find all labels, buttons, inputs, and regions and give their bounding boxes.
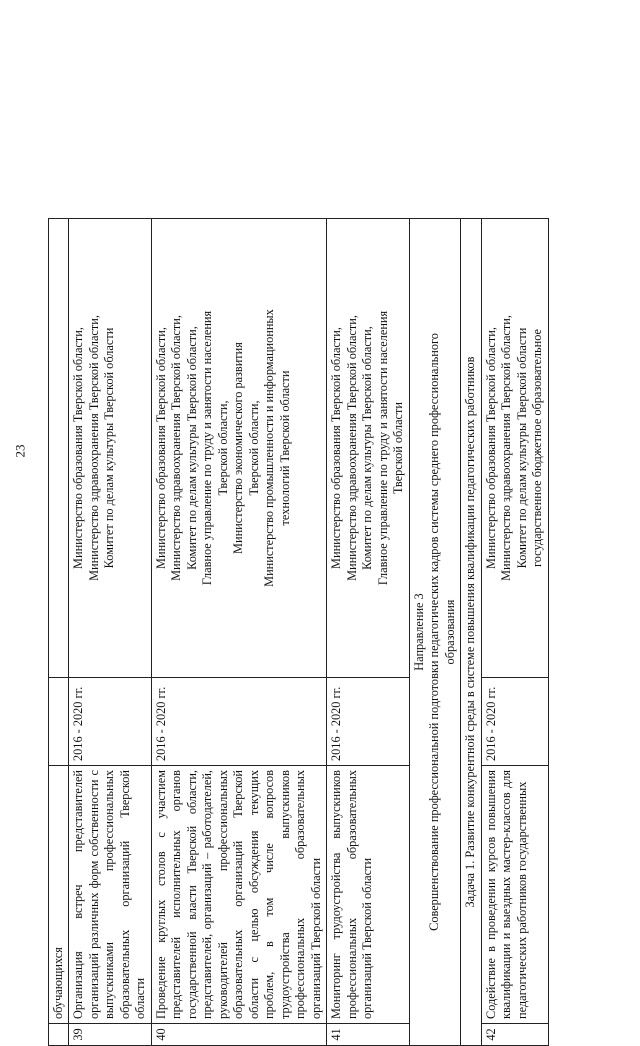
executor-line: государственное бюджетное образовательное bbox=[530, 328, 545, 568]
row-number bbox=[49, 1024, 69, 1046]
task-heading: Задача 1. Развитие конкурентной среды в системе повышения квалификации педагогических работников bbox=[461, 219, 481, 1046]
executor-cell bbox=[481, 219, 548, 678]
term-cell: 2016 - 2020 гг. bbox=[151, 678, 326, 766]
executor-line: Комитет по делам культуры Тверской области, bbox=[184, 326, 199, 570]
event-cell: обучающихся bbox=[49, 766, 69, 1024]
event-cell: Проведение круглых столов с участием представителей исполнительных органов государственной власти Тверской области, представителей, организаций – работодателей, руководителей профессиональных образовательных организаций Тверской области с целью обсуждения текущих проблем, в том числе вопросов трудоустройства выпускников профессиональных образовательных организаций Тверской области bbox=[151, 766, 326, 1024]
executor-line: Министерство экономического развития bbox=[231, 342, 246, 554]
direction-text: Совершенствование профессиональной подготовки педагогических кадров системы среднего профессионального bbox=[427, 333, 442, 931]
table-row bbox=[49, 219, 69, 1046]
term-cell: 2016 - 2020 гг. bbox=[481, 678, 548, 766]
executor-line: Министерство образования Тверской области, bbox=[329, 327, 344, 569]
event-cell: Содействие в проведении курсов повышения квалификации и выездных мастер-классов для педагогических работников государственных bbox=[481, 766, 548, 1024]
executor-line: Министерство образования Тверской области, bbox=[71, 327, 86, 569]
executor-cell bbox=[69, 219, 151, 678]
executor-line: Комитет по делам культуры Тверской области bbox=[102, 327, 117, 569]
executor-line: Министерство промышленности и информационных bbox=[262, 309, 277, 587]
executor-cell bbox=[151, 219, 326, 678]
table-row bbox=[151, 219, 326, 1046]
row-number: 41 bbox=[327, 1024, 409, 1046]
direction-heading bbox=[409, 219, 460, 1046]
executor-line: Министерство здравоохранения Тверской области, bbox=[499, 315, 514, 581]
executor-line: Главное управление по труду и занятости населения bbox=[200, 310, 215, 586]
task-row bbox=[461, 219, 481, 1046]
page-number: 23 bbox=[12, 444, 28, 458]
executor-cell bbox=[327, 219, 409, 678]
document-table-rotated bbox=[48, 218, 593, 1046]
executor-line: Министерство здравоохранения Тверской области, bbox=[86, 315, 101, 581]
direction-title: Направление 3 bbox=[411, 593, 426, 671]
row-number: 39 bbox=[69, 1024, 151, 1046]
direction-text: образования bbox=[442, 599, 457, 665]
executor-line: Тверской области, bbox=[246, 400, 261, 496]
table-row bbox=[481, 219, 548, 1046]
table-row bbox=[69, 219, 151, 1046]
executor-line: Тверской области, bbox=[215, 400, 230, 496]
event-cell: Мониторинг трудоустройства выпускников профессиональных образовательных организаций Тверской области bbox=[327, 766, 409, 1024]
executor-line: Тверской области bbox=[391, 402, 406, 494]
table-row bbox=[327, 219, 409, 1046]
executor-line: Министерство образования Тверской области, bbox=[483, 327, 498, 569]
row-number: 42 bbox=[481, 1024, 548, 1046]
term-cell bbox=[49, 678, 69, 766]
executor-line: Комитет по делам культуры Тверской области bbox=[514, 327, 529, 569]
executor-line: Комитет по делам культуры Тверской области, bbox=[360, 326, 375, 570]
executor-line: технологий Тверской области bbox=[277, 370, 292, 526]
executor-line: Министерство здравоохранения Тверской области, bbox=[169, 315, 184, 581]
event-cell: Организация встреч представителей организаций различных форм собственности с выпускниками профессиональных образовательных организаций Тверской области bbox=[69, 766, 151, 1024]
row-number: 40 bbox=[151, 1024, 326, 1046]
executor-cell bbox=[49, 219, 69, 678]
executor-line: Главное управление по труду и занятости населения bbox=[375, 310, 390, 586]
direction-row bbox=[409, 219, 460, 1046]
plan-table bbox=[48, 218, 549, 1046]
executor-line: Министерство образования Тверской области, bbox=[153, 327, 168, 569]
term-cell: 2016 - 2020 гг. bbox=[69, 678, 151, 766]
executor-line: Министерство здравоохранения Тверской области, bbox=[344, 315, 359, 581]
term-cell: 2016 - 2020 гг. bbox=[327, 678, 409, 766]
